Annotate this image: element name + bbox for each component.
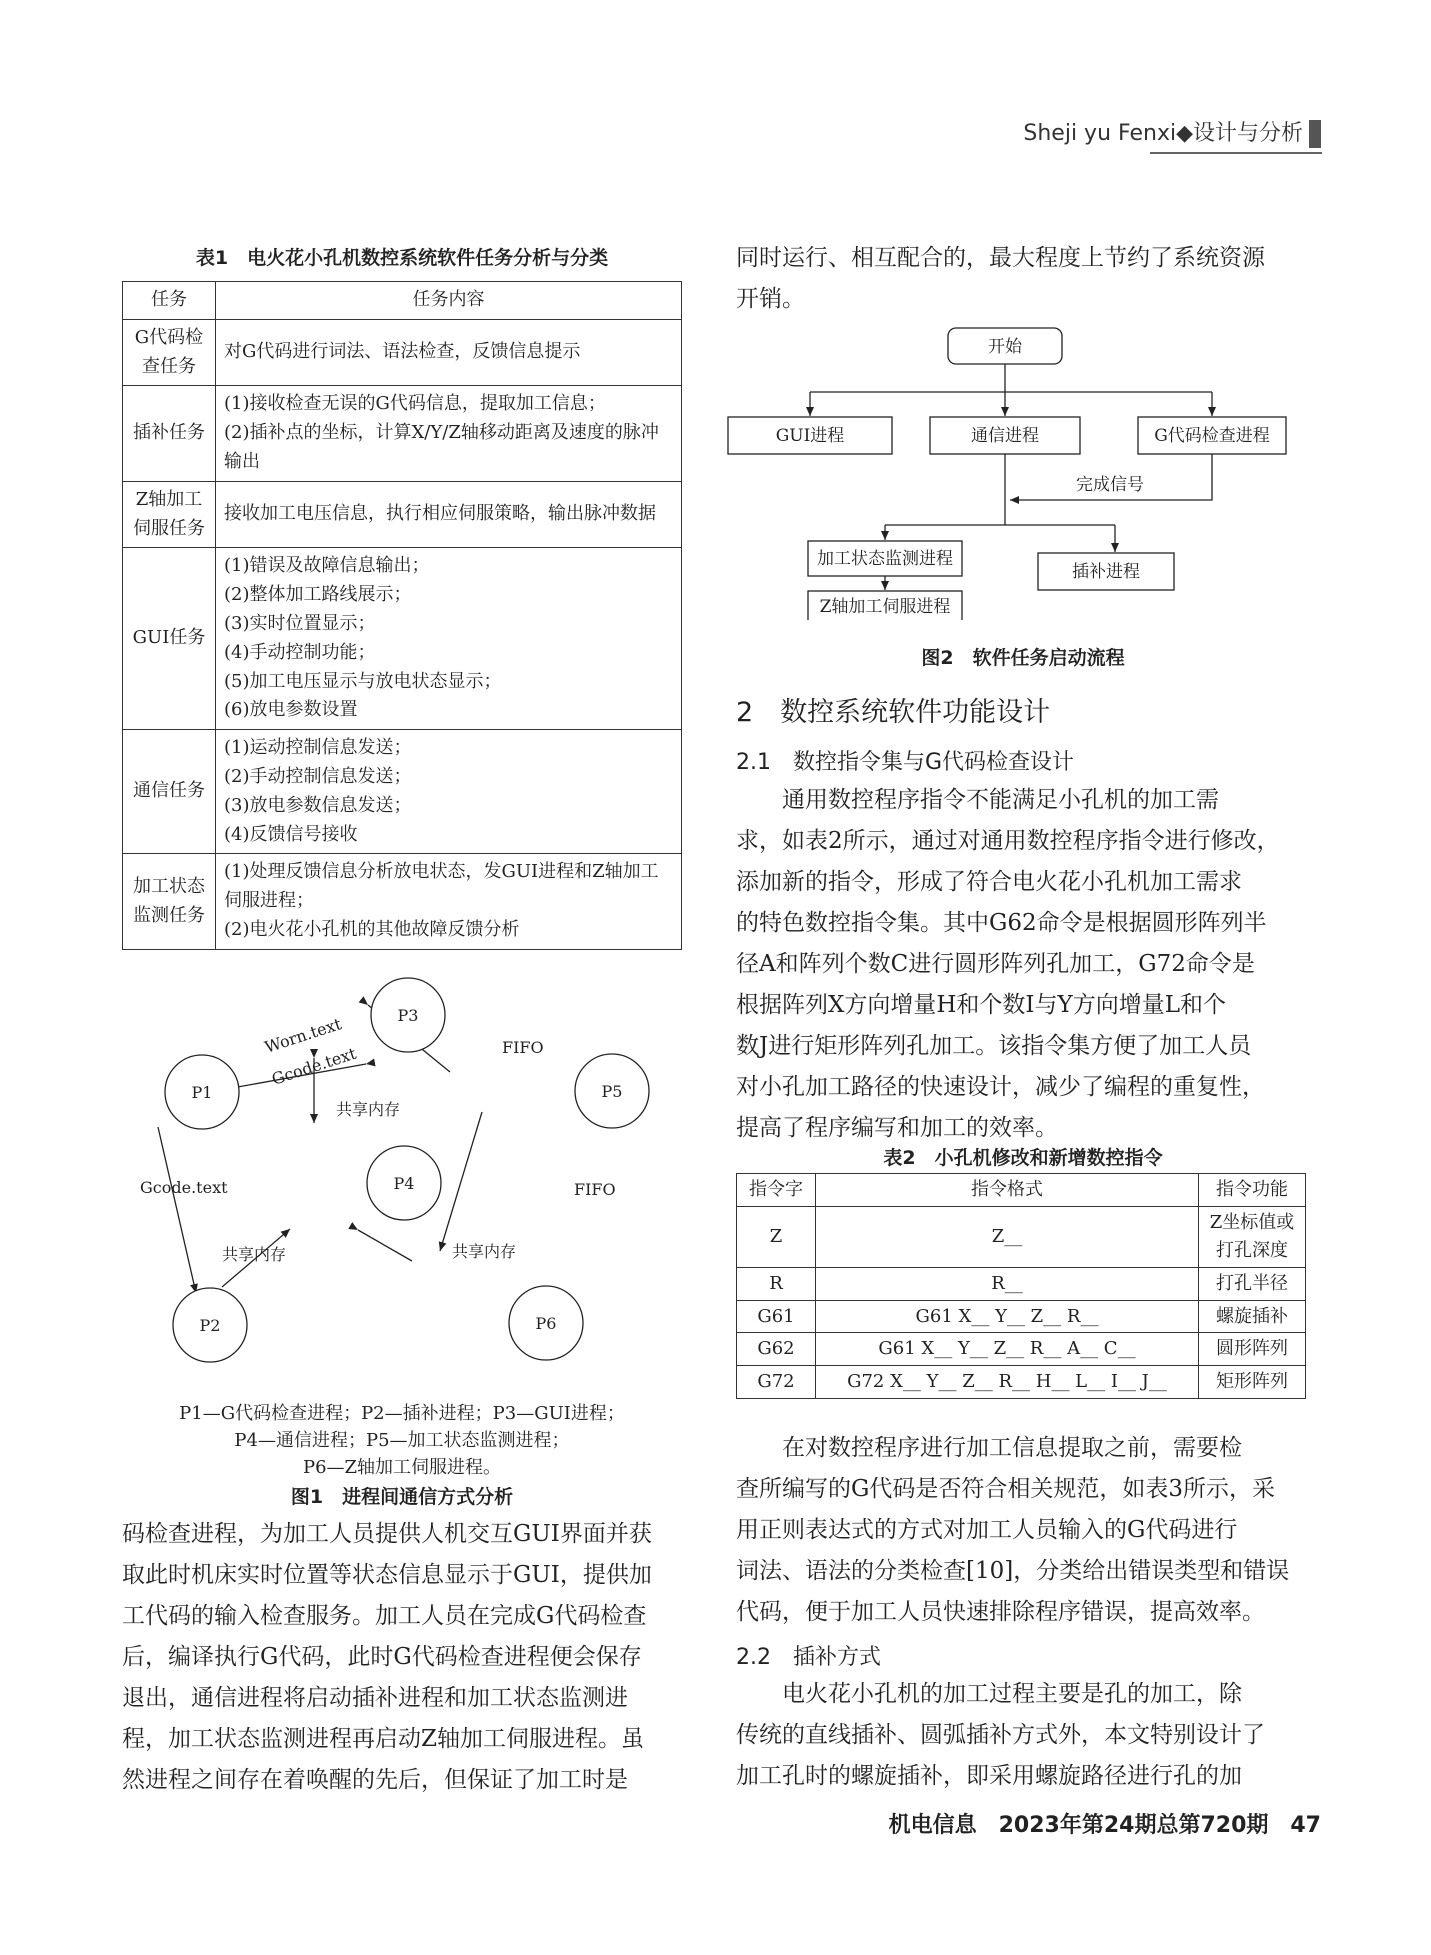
header-bar xyxy=(1309,120,1321,148)
legend-line: P1—G代码检查进程；P2—插补进程；P3—GUI进程； xyxy=(179,1403,625,1424)
figure2-flowchart xyxy=(720,320,1320,620)
label-worn-text: Worn.text xyxy=(262,1014,344,1057)
table1-content-cell xyxy=(216,386,682,481)
table2-code-cell: R xyxy=(737,1267,816,1300)
table1-content-line: (3)放电参数信息发送； xyxy=(224,794,412,816)
table2-row xyxy=(737,1366,1306,1399)
table1-row xyxy=(123,481,682,548)
table2-col-func: 指令功能 xyxy=(1199,1174,1306,1207)
flow-comm-label: 通信进程 xyxy=(971,426,1039,446)
table1-content-line: (4)手动控制功能； xyxy=(224,641,376,663)
node-p3-label: P3 xyxy=(397,1006,419,1025)
flow-zservo-label: Z轴加工伺服进程 xyxy=(819,597,951,617)
table1-task-cell: 插补任务 xyxy=(123,386,216,481)
table1-col-task: 任务 xyxy=(123,282,216,320)
label-shared-mem-center: 共享内存 xyxy=(335,1100,401,1119)
figure1-caption: 图1 进程间通信方式分析 xyxy=(290,1486,514,1508)
table2-row xyxy=(737,1333,1306,1366)
figure2-caption: 图2 软件任务启动流程 xyxy=(921,647,1125,669)
left-body-text xyxy=(122,1514,696,1801)
table1-content-line: (2)整体加工路线展示； xyxy=(224,584,412,606)
table2-func-cell: 打孔半径 xyxy=(1199,1267,1306,1300)
flow-monitor-label: 加工状态监测进程 xyxy=(817,549,953,569)
table1-content-line: (1)运动控制信息发送； xyxy=(224,737,412,759)
text-line: 同时运行、相互配合的，最大程度上节约了系统资源 xyxy=(736,245,1265,271)
table2-code-cell: G72 xyxy=(737,1366,816,1399)
label-shared-mem-left: 共享内存 xyxy=(222,1245,287,1264)
table1-content-cell xyxy=(216,481,682,548)
table1-content-line: (1)接收检查无误的G代码信息，提取加工信息； xyxy=(224,393,606,415)
text-line: 词法、语法的分类检查[10]，分类给出错误类型和错误 xyxy=(736,1558,1290,1584)
table2-header-row xyxy=(737,1174,1306,1207)
table1-task-cell: Z轴加工伺服任务 xyxy=(123,481,216,548)
table2-code-cell: G62 xyxy=(737,1333,816,1366)
text-line: 工代码的输入检查服务。加工人员在完成G代码检查 xyxy=(122,1603,647,1629)
table1-row xyxy=(123,319,682,386)
table2-row xyxy=(737,1206,1306,1267)
table2 xyxy=(736,1173,1306,1399)
table2-caption: 表2 小孔机修改和新增数控指令 xyxy=(883,1147,1163,1169)
text-line: 电火花小孔机的加工过程主要是孔的加工，除 xyxy=(782,1681,1242,1707)
table1-task-cell: 加工状态监测任务 xyxy=(123,854,216,949)
edge-p1-p2 xyxy=(158,1127,196,1293)
table2-func-cell: Z坐标值或打孔深度 xyxy=(1199,1206,1306,1267)
legend-line: P6—Z轴加工伺服进程。 xyxy=(302,1457,502,1478)
table1-content-cell xyxy=(216,548,682,730)
table1-content-line: (2)电火花小孔机的其他故障反馈分析 xyxy=(224,918,520,940)
text-line: 添加新的指令，形成了符合电火花小孔机加工需求 xyxy=(736,869,1242,895)
table2-func-cell: 矩形阵列 xyxy=(1199,1366,1306,1399)
text-line: 后，编译执行G代码，此时G代码检查进程便会保存 xyxy=(122,1644,642,1670)
text-line: 代码，便于加工人员快速排除程序错误，提高效率。 xyxy=(736,1599,1265,1625)
table1-content-line: 对G代码进行词法、语法检查，反馈信息提示 xyxy=(224,341,581,363)
text-line: 数J进行矩形阵列孔加工。该指令集方便了加工人员 xyxy=(736,1033,1252,1059)
table1-row xyxy=(123,548,682,730)
table2-format-cell: Z__ xyxy=(816,1206,1199,1267)
text-line: 径A和阵列个数C进行圆形阵列孔加工，G72命令是 xyxy=(736,951,1255,977)
table1-row xyxy=(123,730,682,854)
text-line: 传统的直线插补、圆弧插补方式外，本文特别设计了 xyxy=(736,1722,1265,1748)
table1-content-line: (1)处理反馈信息分析放电状态，发GUI进程和Z轴加工伺服进程； xyxy=(224,861,659,912)
text-line: 退出，通信进程将启动插补进程和加工状态监测进 xyxy=(122,1685,628,1711)
label-shared-mem-right: 共享内存 xyxy=(452,1242,517,1261)
table1-content-line: (1)错误及故障信息输出； xyxy=(224,555,430,577)
table2-func-cell: 圆形阵列 xyxy=(1199,1333,1306,1366)
edge-p5-p6 xyxy=(440,1112,482,1251)
text-line: 开销。 xyxy=(736,286,805,312)
running-title: Sheji yu Fenxi◆设计与分析 xyxy=(1023,121,1303,146)
node-p1-label: P1 xyxy=(191,1083,213,1102)
flow-done-signal-label: 完成信号 xyxy=(1076,475,1144,495)
table1-task-cell: 通信任务 xyxy=(123,730,216,854)
label-gcode-text-top: Gcode.text xyxy=(269,1043,359,1089)
table2-code-cell: G61 xyxy=(737,1300,816,1333)
label-gcode-text-left: Gcode.text xyxy=(140,1178,228,1197)
table1-content-cell xyxy=(216,854,682,949)
text-line: 提高了程序编写和加工的效率。 xyxy=(736,1115,1058,1141)
table2-col-format: 指令格式 xyxy=(816,1174,1199,1207)
flow-start-label: 开始 xyxy=(988,337,1022,357)
text-line: 对小孔加工路径的快速设计，减少了编程的重复性， xyxy=(736,1074,1265,1100)
table1-content-line: 接收加工电压信息，执行相应伺服策略，输出脉冲数据 xyxy=(224,503,656,525)
running-header xyxy=(1023,116,1321,148)
right-top-text xyxy=(736,238,1310,320)
text-line: 通用数控程序指令不能满足小孔机的加工需 xyxy=(782,787,1219,813)
node-p5-label: P5 xyxy=(601,1082,623,1101)
table1-content-line: (2)手动控制信息发送； xyxy=(224,765,412,787)
text-line: 根据阵列X方向增量H和个数I与Y方向增量L和个 xyxy=(736,992,1226,1018)
table1-row xyxy=(123,854,682,949)
table1-content-line: (6)放电参数设置 xyxy=(224,699,358,721)
text-line: 码检查进程，为加工人员提供人机交互GUI界面并获 xyxy=(122,1521,652,1547)
text-line: 求，如表2所示，通过对通用数控程序指令进行修改， xyxy=(736,828,1280,854)
table2-format-cell: G61 X__ Y__ Z__ R__ xyxy=(816,1300,1199,1333)
figure1-diagram xyxy=(122,975,682,1395)
text-line: 用正则表达式的方式对加工人员输入的G代码进行 xyxy=(736,1517,1238,1543)
table2-col-code: 指令字 xyxy=(737,1174,816,1207)
flow-gcode-label: G代码检查进程 xyxy=(1154,426,1270,446)
table1-content-cell xyxy=(216,319,682,386)
table1-header-row xyxy=(123,282,682,320)
table1-content-line: (4)反馈信号接收 xyxy=(224,823,358,845)
page-footer: 机电信息 2023年第24期总第720期 47 xyxy=(888,1813,1321,1838)
flow-gui-label: GUI进程 xyxy=(775,426,845,446)
table1-task-cell: GUI任务 xyxy=(123,548,216,730)
label-fifo-top: FIFO xyxy=(502,1038,544,1057)
table1 xyxy=(122,281,682,950)
edge-p6-p4 xyxy=(358,1230,412,1261)
table1-row xyxy=(123,386,682,481)
text-line: 在对数控程序进行加工信息提取之前，需要检 xyxy=(782,1435,1242,1461)
header-rule xyxy=(1150,152,1322,154)
node-p6-label: P6 xyxy=(535,1314,557,1333)
table1-content-line: (5)加工电压显示与放电状态显示； xyxy=(224,670,502,692)
text-line: 加工孔时的螺旋插补，即采用螺旋路径进行孔的加 xyxy=(736,1763,1242,1789)
table1-task-cell: G代码检查任务 xyxy=(123,319,216,386)
text-line: 程，加工状态监测进程再启动Z轴加工伺服进程。虽 xyxy=(122,1726,644,1752)
text-line: 查所编写的G代码是否符合相关规范，如表3所示，采 xyxy=(736,1476,1276,1502)
text-line: 取此时机床实时位置等状态信息显示于GUI，提供加 xyxy=(122,1562,652,1588)
section-2-2-body xyxy=(736,1674,1310,1797)
table1-content-line: (3)实时位置显示； xyxy=(224,612,376,634)
section-2-1-body xyxy=(736,780,1310,1149)
section-2-2-heading: 2.2 插补方式 xyxy=(736,1645,881,1670)
table2-row xyxy=(737,1267,1306,1300)
table2-format-cell: G61 X__ Y__ Z__ R__ A__ C__ xyxy=(816,1333,1199,1366)
table1-content-line: (2)插补点的坐标，计算X/Y/Z轴移动距离及速度的脉冲输出 xyxy=(224,422,659,472)
table1-caption: 表1 电火花小孔机数控系统软件任务分析与分类 xyxy=(195,247,609,269)
table1-content-cell xyxy=(216,730,682,854)
table2-row xyxy=(737,1300,1306,1333)
post-table2-body xyxy=(736,1428,1310,1633)
figure1-legend xyxy=(112,1400,692,1481)
section-2-heading: 2 数控系统软件功能设计 xyxy=(736,697,1051,728)
node-p2-label: P2 xyxy=(199,1316,221,1335)
label-fifo-right: FIFO xyxy=(574,1180,616,1199)
table2-format-cell: R__ xyxy=(816,1267,1199,1300)
table2-func-cell: 螺旋插补 xyxy=(1199,1300,1306,1333)
section-2-1-heading: 2.1 数控指令集与G代码检查设计 xyxy=(736,750,1075,775)
table2-format-cell: G72 X__ Y__ Z__ R__ H__ L__ I__ J__ xyxy=(816,1366,1199,1399)
flow-interp-label: 插补进程 xyxy=(1072,562,1140,582)
node-p4-label: P4 xyxy=(393,1174,415,1193)
table1-col-content: 任务内容 xyxy=(216,282,682,320)
text-line: 的特色数控指令集。其中G62命令是根据圆形阵列半 xyxy=(736,910,1267,936)
legend-line: P4—通信进程；P5—加工状态监测进程； xyxy=(234,1430,570,1451)
text-line: 然进程之间存在着唤醒的先后，但保证了加工时是 xyxy=(122,1767,628,1793)
table2-code-cell: Z xyxy=(737,1206,816,1267)
